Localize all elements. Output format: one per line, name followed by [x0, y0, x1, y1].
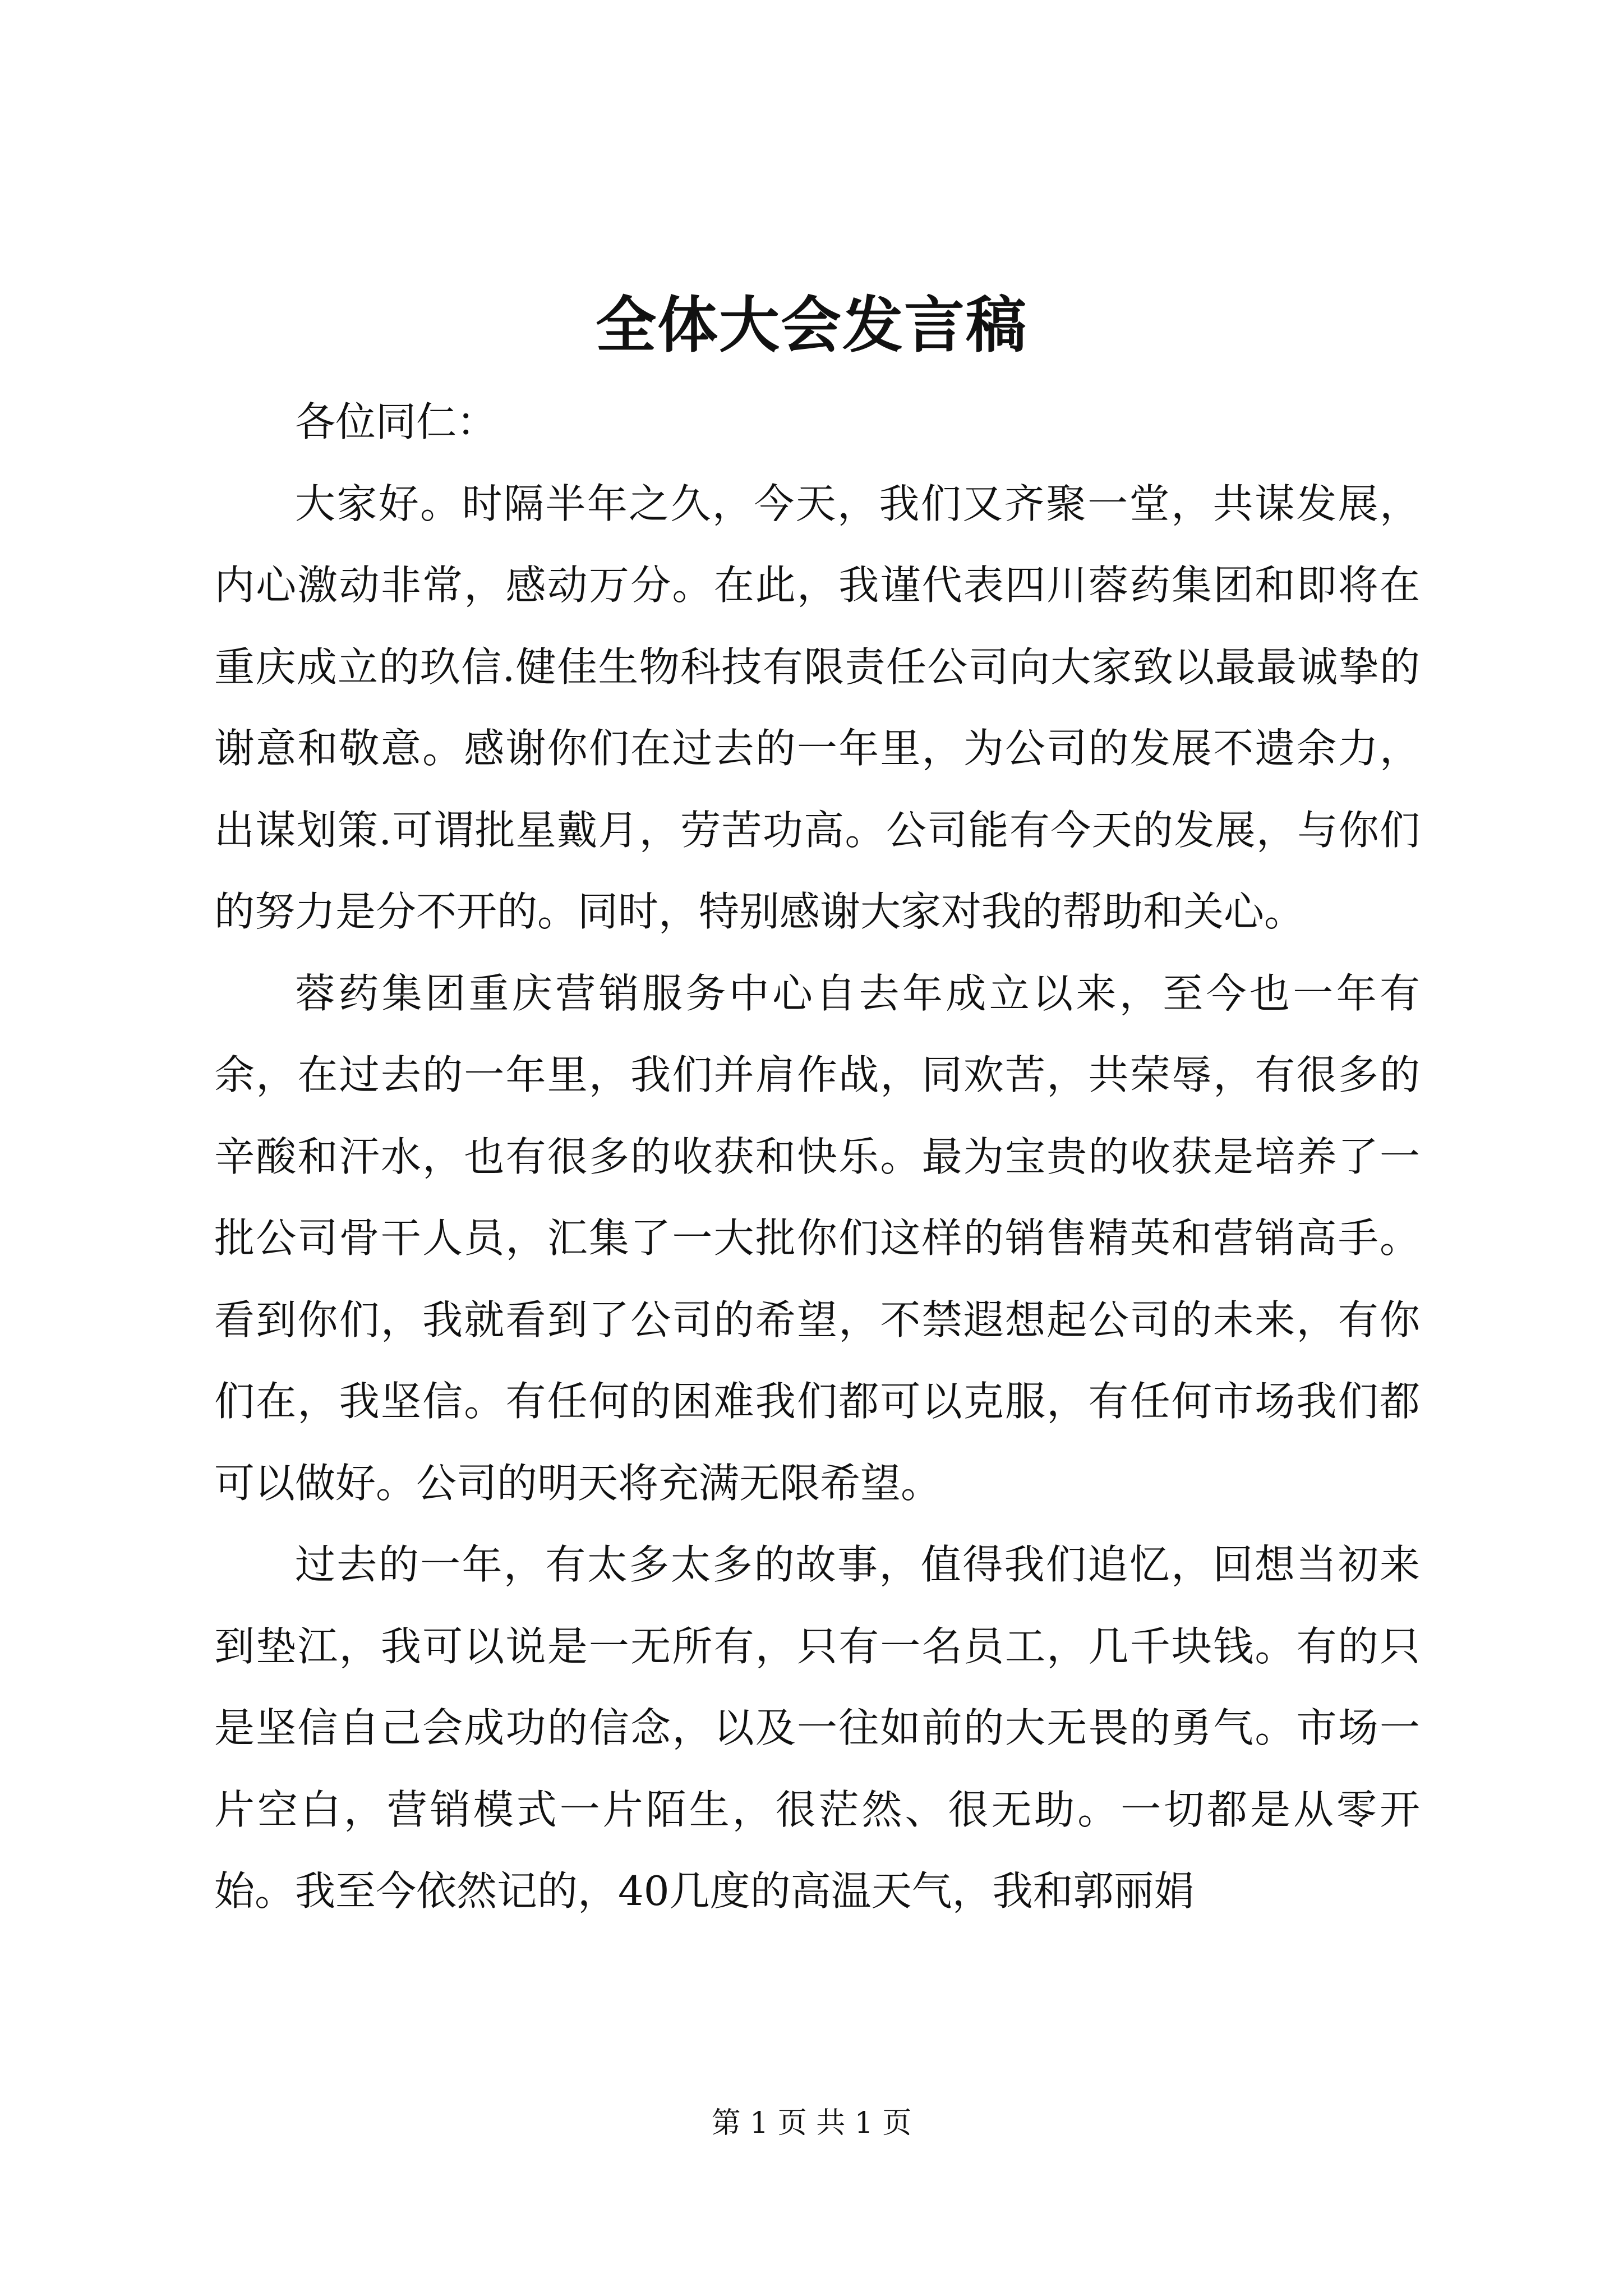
paragraph-3: 过去的一年，有太多太多的故事，值得我们追忆，回想当初来到垫江，我可以说是一无所有，只有一名员工，几千块钱。有的只是坚信自己会成功的信念，以及一往如前的大无畏的勇气。市场一片空白，营销模式一片陌生，很茫然、很无助。一切都是从零开始。我至今依然记的，40几度的高温天气，我和郭丽娟 [214, 1541, 1420, 1915]
salutation: 各位同仁： [295, 398, 497, 445]
paragraph-1: 大家好。时隔半年之久，今天，我们又齐聚一堂，共谋发展，内心激动非常，感动万分。在此，我谨代表四川蓉药集团和即将在重庆成立的玖信.健佳生物科技有限责任公司向大家致以最最诚挚的谢意和敬意。感谢你们在过去的一年里，为公司的发展不遗余力，出谋划策.可谓批星戴月，劳苦功高。公司能有今天的发展，与你们的努力是分不开的。同时，特别感谢大家对我的帮助和关心。 [214, 480, 1420, 935]
page-footer: 第 1 页 共 1 页 [711, 2106, 912, 2140]
document-body [214, 381, 1420, 1932]
document-title: 全体大会发言稿 [595, 290, 1027, 361]
paragraph-2: 蓉药集团重庆营销服务中心自去年成立以来，至今也一年有余，在过去的一年里，我们并肩作战，同欢苦，共荣辱，有很多的辛酸和汗水，也有很多的收获和快乐。最为宝贵的收获是培养了一批公司骨干人员，汇集了一大批你们这样的销售精英和营销高手。看到你们，我就看到了公司的希望，不禁遐想起公司的未来，有你们在，我坚信。有任何的困难我们都可以克服，有任何市场我们都可以做好。公司的明天将充满无限希望。 [214, 969, 1420, 1507]
